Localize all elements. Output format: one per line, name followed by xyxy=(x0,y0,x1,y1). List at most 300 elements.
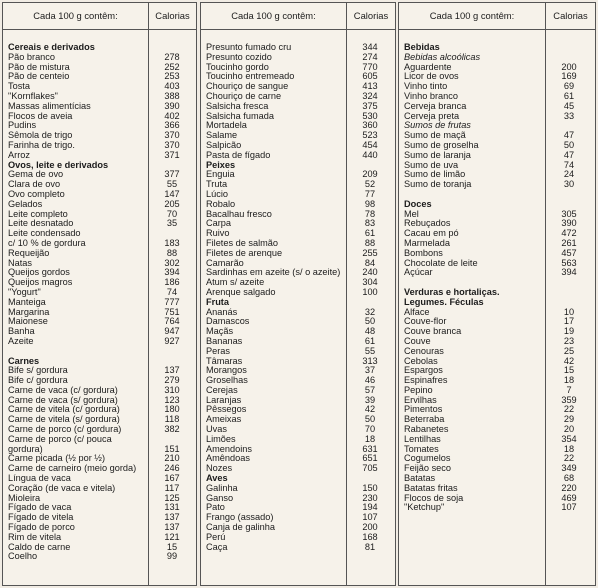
calorie-value: 530 xyxy=(362,110,378,121)
calorie-value: 88 xyxy=(364,237,376,248)
table-row xyxy=(3,532,196,542)
food-name: "Kornflakes" xyxy=(8,90,58,101)
calorie-value: 70 xyxy=(364,424,376,435)
table-row xyxy=(3,169,196,179)
table-row xyxy=(201,140,395,150)
food-name: Mioleira xyxy=(8,492,41,503)
table-row xyxy=(201,209,395,219)
food-name: Rim de vitela xyxy=(8,531,62,542)
calorie-value: 61 xyxy=(563,90,575,101)
table-row xyxy=(3,375,196,385)
food-name: Verduras e hortaliças. xyxy=(404,286,500,297)
table-row xyxy=(3,473,196,483)
calorie-value: 125 xyxy=(164,492,180,503)
food-name: "Yogurt" xyxy=(8,286,41,297)
table-row xyxy=(201,444,395,454)
calorie-value: 252 xyxy=(164,61,180,72)
table-row xyxy=(201,179,395,189)
table-row xyxy=(201,365,395,375)
food-name: Fruta xyxy=(206,296,229,307)
table-row xyxy=(3,434,196,444)
food-name: Frango (assado) xyxy=(206,512,274,523)
table-row xyxy=(3,365,196,375)
header-food: Cada 100 g contêm: xyxy=(231,10,316,21)
table-row xyxy=(201,434,395,444)
calorie-value: 344 xyxy=(362,42,378,52)
food-name: Enguia xyxy=(206,169,235,180)
calorie-value: 388 xyxy=(164,90,180,101)
table-row xyxy=(201,356,395,366)
table-row xyxy=(3,542,196,552)
food-name: Presunto fumado cru xyxy=(206,42,292,52)
food-name: Doces xyxy=(404,198,432,209)
calorie-value: 118 xyxy=(164,414,180,425)
table-row xyxy=(201,111,395,121)
calorie-value: 151 xyxy=(164,443,180,454)
section-heading xyxy=(399,42,595,52)
food-name: Couve xyxy=(404,335,431,346)
food-name: Lentilhas xyxy=(404,433,441,444)
food-name: Carne de vaca (c/ gordura) xyxy=(8,384,118,395)
table-row xyxy=(201,248,395,258)
section-heading xyxy=(399,297,595,307)
calorie-value: 37 xyxy=(364,365,376,376)
food-name: Pato xyxy=(206,502,225,513)
food-name: Salsicha fresca xyxy=(206,100,269,111)
food-name: Aves xyxy=(206,473,228,484)
food-name: Caldo de carne xyxy=(8,541,71,552)
table-row xyxy=(201,62,395,72)
food-name: Rebuçados xyxy=(404,218,451,229)
table-row xyxy=(3,209,196,219)
calorie-value: 651 xyxy=(362,453,378,464)
food-name: Cereais e derivados xyxy=(8,42,95,52)
food-name: Flocos de soja xyxy=(404,492,464,503)
table-row xyxy=(201,238,395,248)
food-name: Damascos xyxy=(206,316,250,327)
calorie-value: 304 xyxy=(362,277,378,288)
calorie-value: 81 xyxy=(364,541,376,552)
food-name: Queijos gordos xyxy=(8,267,70,278)
food-name: Pão de centeio xyxy=(8,71,70,82)
section-heading xyxy=(201,160,395,170)
calorie-value: 74 xyxy=(166,286,178,297)
table-row xyxy=(201,52,395,62)
table-row xyxy=(3,91,196,101)
food-name: Mel xyxy=(404,208,419,219)
calorie-value: 47 xyxy=(563,130,575,141)
table-row xyxy=(399,228,595,238)
section-heading xyxy=(399,199,595,209)
calorie-value: 55 xyxy=(364,345,376,356)
food-name: "Ketchup" xyxy=(404,502,445,513)
table-row xyxy=(3,140,196,150)
food-name: Salame xyxy=(206,130,238,141)
table-row xyxy=(399,395,595,405)
food-name: Couve branca xyxy=(404,326,462,337)
food-name: Presunto cozido xyxy=(206,51,272,62)
calorie-value: 370 xyxy=(164,130,180,141)
column-header xyxy=(201,3,395,30)
calorie-value: 137 xyxy=(164,522,180,533)
food-name: Cerveja branca xyxy=(404,100,467,111)
food-name: Galinha xyxy=(206,482,238,493)
calorie-value: 278 xyxy=(164,51,180,62)
calorie-value: 454 xyxy=(362,139,378,150)
table-row xyxy=(3,385,196,395)
food-name: Truta xyxy=(206,179,228,190)
food-name: Sardinhas em azeite (s/ o azeite) xyxy=(206,267,341,278)
food-name: Farinha de trigo. xyxy=(8,139,75,150)
calorie-value: 390 xyxy=(561,218,577,229)
food-name: Peras xyxy=(206,345,231,356)
food-name: Filetes de arenque xyxy=(206,247,283,258)
calorie-value: 47 xyxy=(563,149,575,160)
calorie-value: 45 xyxy=(563,100,575,111)
table-row xyxy=(399,473,595,483)
column-body xyxy=(399,42,595,512)
calorie-value: 302 xyxy=(164,257,180,268)
food-name: Carne de vitela (s/ gordura) xyxy=(8,414,120,425)
table-row xyxy=(201,189,395,199)
calorie-value: 183 xyxy=(164,237,180,248)
calorie-value: 209 xyxy=(362,169,378,180)
calorie-value: 220 xyxy=(561,482,577,493)
calorie-value: 32 xyxy=(364,306,376,317)
table-row xyxy=(201,287,395,297)
calorie-value: 70 xyxy=(166,208,178,219)
calorie-value: 10 xyxy=(563,306,575,317)
food-name: Salsicha fumada xyxy=(206,110,274,121)
food-name: Massas alimentícias xyxy=(8,100,91,111)
table-row xyxy=(399,111,595,121)
calorie-value: 279 xyxy=(164,375,180,386)
subsection-heading xyxy=(399,52,595,62)
food-name: Camarão xyxy=(206,257,244,268)
calorie-value: 631 xyxy=(362,443,378,454)
table-row xyxy=(201,277,395,287)
column-body xyxy=(201,42,395,551)
table-row xyxy=(399,385,595,395)
table-row xyxy=(201,120,395,130)
calorie-value: 107 xyxy=(362,512,378,523)
table-row xyxy=(399,130,595,140)
table-row xyxy=(399,91,595,101)
food-name: Cerveja preta xyxy=(404,110,460,121)
table-row xyxy=(399,424,595,434)
table-row xyxy=(399,258,595,268)
calorie-value: 99 xyxy=(166,551,178,562)
food-name: Arenque salgado xyxy=(206,286,276,297)
table-row xyxy=(3,228,196,238)
food-name: c/ 10 % de gordura xyxy=(8,237,86,248)
food-name: Manteiga xyxy=(8,296,46,307)
table-row xyxy=(201,218,395,228)
table-row xyxy=(201,346,395,356)
table-row xyxy=(399,493,595,503)
food-name: Ovo completo xyxy=(8,188,65,199)
food-name: Sumos de frutas xyxy=(404,120,471,131)
food-name: Tomates xyxy=(404,443,439,454)
food-name: Bife s/ gordura xyxy=(8,365,68,376)
table-row xyxy=(399,179,595,189)
calorie-value: 354 xyxy=(561,433,577,444)
table-row xyxy=(201,463,395,473)
table-row xyxy=(3,493,196,503)
calorie-value: 98 xyxy=(364,198,376,209)
table-row xyxy=(399,209,595,219)
table-row xyxy=(399,502,595,512)
table-row xyxy=(201,101,395,111)
table-row xyxy=(399,365,595,375)
food-name: Espinafres xyxy=(404,375,448,386)
table-row xyxy=(399,336,595,346)
calorie-value: 123 xyxy=(164,394,180,405)
table-row xyxy=(201,336,395,346)
food-name: Fígado de porco xyxy=(8,522,75,533)
food-name: Cenouras xyxy=(404,345,444,356)
table-row xyxy=(399,434,595,444)
table-row xyxy=(201,414,395,424)
food-name: Amêndoas xyxy=(206,453,250,464)
calorie-value: 117 xyxy=(164,482,180,493)
header-calories: Calorias xyxy=(346,3,395,29)
table-row xyxy=(399,356,595,366)
food-name: Carne de vaca (s/ gordura) xyxy=(8,394,118,405)
table-row xyxy=(3,326,196,336)
table-row xyxy=(201,316,395,326)
food-name: Peixes xyxy=(206,159,236,170)
table-row xyxy=(201,424,395,434)
food-name: Sumo de laranja xyxy=(404,149,471,160)
calorie-value: 39 xyxy=(364,394,376,405)
table-row xyxy=(399,81,595,91)
calorie-value: 50 xyxy=(364,316,376,327)
calorie-value: 131 xyxy=(164,502,180,513)
table-row xyxy=(399,62,595,72)
section-heading xyxy=(3,160,196,170)
table-row xyxy=(399,248,595,258)
table-row xyxy=(399,169,595,179)
table-row xyxy=(399,218,595,228)
calorie-value: 30 xyxy=(563,179,575,190)
food-name: Ervilhas xyxy=(404,394,437,405)
calorie-value: 605 xyxy=(362,71,378,82)
calorie-value: 413 xyxy=(362,81,378,92)
header-food: Cada 100 g contêm: xyxy=(33,10,118,21)
calorie-value: 777 xyxy=(164,296,180,307)
calorie-value: 17 xyxy=(563,316,575,327)
table-row xyxy=(3,111,196,121)
table-row xyxy=(3,120,196,130)
table-row xyxy=(399,346,595,356)
calorie-value: 78 xyxy=(364,208,376,219)
table-row xyxy=(201,81,395,91)
calorie-value: 50 xyxy=(364,414,376,425)
table-row xyxy=(3,297,196,307)
calorie-value: 46 xyxy=(364,375,376,386)
food-name: Carne de porco (c/ pouca xyxy=(8,433,112,444)
calorie-value: 61 xyxy=(364,335,376,346)
food-name: Pão de mistura xyxy=(8,61,70,72)
calorie-value: 25 xyxy=(563,345,575,356)
calorie-value: 19 xyxy=(563,326,575,337)
table-column-1 xyxy=(2,2,197,586)
calorie-value: 150 xyxy=(362,482,378,493)
food-name: Perú xyxy=(206,531,226,542)
calorie-value: 246 xyxy=(164,463,180,474)
food-name: Canja de galinha xyxy=(206,522,275,533)
food-name: Licor de ovos xyxy=(404,71,459,82)
calorie-value: 310 xyxy=(164,384,180,395)
table-row xyxy=(3,483,196,493)
food-name: Açúcar xyxy=(404,267,433,278)
table-row xyxy=(201,375,395,385)
table-row xyxy=(201,326,395,336)
food-name: Lúcio xyxy=(206,188,228,199)
calorie-value: 366 xyxy=(164,120,180,131)
table-row xyxy=(399,160,595,170)
food-name: Feijão seco xyxy=(404,463,451,474)
table-row xyxy=(399,307,595,317)
table-row xyxy=(201,91,395,101)
food-name: Carne picada (½ por ½) xyxy=(8,453,106,464)
calorie-value: 472 xyxy=(561,228,577,239)
table-row xyxy=(399,453,595,463)
calorie-value: 360 xyxy=(362,120,378,131)
header-food: Cada 100 g contêm: xyxy=(429,10,515,21)
calorie-value: 180 xyxy=(164,404,180,415)
calorie-value: 169 xyxy=(561,71,577,82)
table-row xyxy=(201,71,395,81)
calorie-value: 22 xyxy=(563,404,575,415)
calorie-value: 33 xyxy=(563,110,575,121)
food-name: Groselhas xyxy=(206,375,248,386)
food-name: Pimentos xyxy=(404,404,443,415)
calorie-value: 394 xyxy=(561,267,577,278)
table-row xyxy=(399,150,595,160)
food-name: Pepino xyxy=(404,384,433,395)
table-row xyxy=(3,179,196,189)
food-name: Rabanetes xyxy=(404,424,449,435)
food-name: Couve-flor xyxy=(404,316,447,327)
table-row xyxy=(3,336,196,346)
food-name: Ameixas xyxy=(206,414,242,425)
food-name: Sumo de toranja xyxy=(404,179,472,190)
table-row xyxy=(399,101,595,111)
food-name: Alface xyxy=(404,306,430,317)
calorie-value: 403 xyxy=(164,81,180,92)
table-row xyxy=(3,551,196,561)
calorie-value: 390 xyxy=(164,100,180,111)
food-name: Beterraba xyxy=(404,414,445,425)
calorie-value: 57 xyxy=(364,384,376,395)
calorie-value: 705 xyxy=(362,463,378,474)
food-name: Mortadela xyxy=(206,120,247,131)
table-row xyxy=(201,267,395,277)
food-name: Tosta xyxy=(8,81,30,92)
calorie-value: 305 xyxy=(561,208,577,219)
table-row xyxy=(3,512,196,522)
calorie-value: 200 xyxy=(561,61,577,72)
food-name: Coelho xyxy=(8,551,38,562)
calorie-value: 751 xyxy=(164,306,180,317)
column-header xyxy=(3,3,196,30)
food-name: Laranjas xyxy=(206,394,242,405)
spacer xyxy=(399,277,595,287)
calorie-value: 61 xyxy=(364,228,376,239)
table-row xyxy=(3,130,196,140)
food-name: Maionese xyxy=(8,316,48,327)
food-name: Requeijão xyxy=(8,247,50,258)
food-name: Gema de ovo xyxy=(8,169,64,180)
food-name: Sumo de groselha xyxy=(404,139,479,150)
spacer xyxy=(399,189,595,199)
calorie-value: 83 xyxy=(364,218,376,229)
table-row xyxy=(3,424,196,434)
calorie-value: 523 xyxy=(362,130,378,141)
food-name: Leite completo xyxy=(8,208,68,219)
calorie-value: 15 xyxy=(166,541,178,552)
calorie-value: 255 xyxy=(362,247,378,258)
table-row xyxy=(399,375,595,385)
column-body xyxy=(3,42,196,561)
table-row xyxy=(399,414,595,424)
calorie-value: 18 xyxy=(563,443,575,454)
food-name: Tâmaras xyxy=(206,355,243,366)
food-name: Arroz xyxy=(8,149,30,160)
calorie-value: 15 xyxy=(563,365,575,376)
table-row xyxy=(3,502,196,512)
table-row xyxy=(3,218,196,228)
food-name: Bananas xyxy=(206,335,243,346)
calorie-value: 274 xyxy=(362,51,378,62)
food-name: Toucinho gordo xyxy=(206,61,269,72)
table-row xyxy=(3,238,196,248)
table-row xyxy=(399,267,595,277)
food-name: Espargos xyxy=(404,365,443,376)
food-name: Fígado de vaca xyxy=(8,502,72,513)
calorie-value: 18 xyxy=(563,375,575,386)
food-name: Morangos xyxy=(206,365,247,376)
food-name: Ananás xyxy=(206,306,238,317)
table-row xyxy=(201,542,395,552)
calorie-value: 394 xyxy=(164,267,180,278)
table-column-2 xyxy=(200,2,396,586)
table-row xyxy=(201,522,395,532)
calorie-value: 23 xyxy=(563,335,575,346)
food-name: Cebolas xyxy=(404,355,438,366)
food-name: Ovos, leite e derivados xyxy=(8,159,109,170)
table-row xyxy=(3,453,196,463)
table-row xyxy=(201,385,395,395)
food-name: Salpicão xyxy=(206,139,242,150)
table-row xyxy=(3,463,196,473)
food-name: Pasta de fígado xyxy=(206,149,271,160)
table-row xyxy=(201,493,395,503)
food-name: Natas xyxy=(8,257,33,268)
calorie-value: 121 xyxy=(164,531,180,542)
calorie-value: 42 xyxy=(364,404,376,415)
table-row xyxy=(399,483,595,493)
food-name: Atum s/ azeite xyxy=(206,277,265,288)
table-row xyxy=(201,169,395,179)
food-name: Batatas fritas xyxy=(404,482,458,493)
food-name: Bife c/ gordura xyxy=(8,375,68,386)
food-name: Pudins xyxy=(8,120,37,131)
table-row xyxy=(201,512,395,522)
food-name: Legumes. Féculas xyxy=(404,296,484,307)
